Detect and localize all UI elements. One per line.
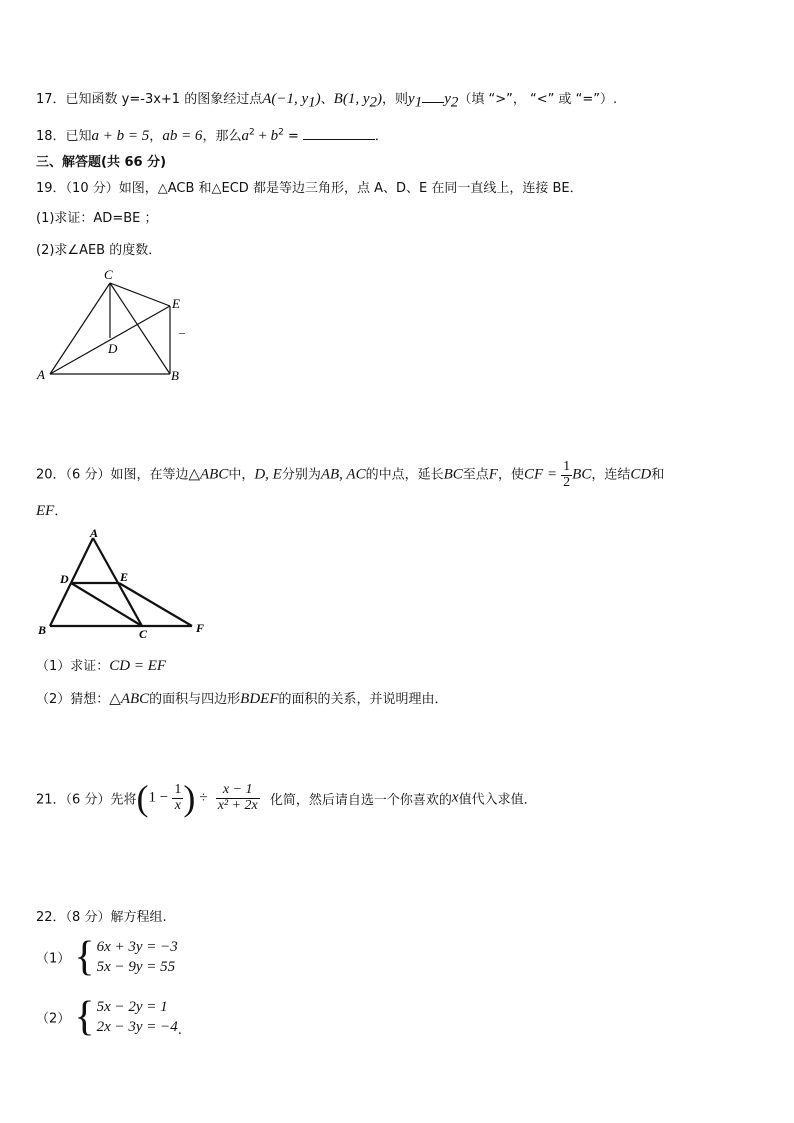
label-F: F (196, 621, 205, 635)
figure-19 (34, 266, 204, 386)
label-E: E (172, 296, 180, 311)
question-19-part2: (2)求∠AEB 的度数． (36, 243, 162, 258)
fraction-x-minus-1-over-x2-plus-2x: $\frac{x - 1}{\text{x² + 2x}}$ (217, 781, 258, 813)
fraction-one-half: $\frac{1}{2}$ (563, 459, 571, 490)
fraction-1-over-x: $\frac{1}{x}$ (174, 781, 182, 813)
question-19-part1: (1)求证：AD=BE ； (36, 211, 158, 226)
label-C: C (139, 627, 148, 641)
question-18: 18．已知a + b = 5，ab = 6，那么$a^2 + b^2$ = ． (36, 127, 388, 144)
figure-20 (34, 526, 214, 641)
question-20-stem: 20．（6 分）如图，在等边△ABC中，D, E分别为AB, AC的中点，延长BC至点F，使CF = $\frac{1}{2}$ BC，连结CD和 (36, 459, 665, 490)
question-20-part1: （1）求证：CD = EF (36, 658, 167, 674)
label-D: D (60, 572, 69, 586)
question-21: 21．（6 分）先将(1 − $\frac{1}{x}$ ) ÷ $\frac{x - 1}{\text{x² + 2x}}$ 化简，然后请自选一个你喜欢的x值代入求值． (36, 778, 537, 818)
question-20-stem-cont: EF． (36, 503, 68, 519)
label-E: E (120, 570, 129, 584)
label-D: D (108, 341, 118, 356)
question-22-part2: （2） { 5x − 2y = 1 2x − 3y = −4 . (36, 994, 182, 1040)
question-22-stem: 22．（8 分）解方程组. (36, 910, 167, 925)
question-19-stem: 19．（10 分）如图，△ACB 和△ECD 都是等边三角形，点 A、D、E 在同一直线上，连接 BE． (36, 181, 583, 196)
label-B: B (38, 623, 47, 637)
question-20-part2: （2）猜想：△ABC的面积与四边形BDEF的面积的关系，并说明理由． (36, 691, 448, 707)
question-17: 17．已知函数 y=-3x+1 的图象经过点A(−1, $y_1$)、B(1, $y_2$)，则$y_1$ $y_2$（填 “>”， “<” 或 “=”）. (36, 91, 618, 111)
label-C: C (104, 267, 113, 282)
answer-blank[interactable] (422, 102, 444, 103)
label-A: A (90, 526, 99, 540)
answer-blank[interactable] (303, 139, 375, 140)
label-B: B (171, 368, 179, 383)
question-22-part1: （1） { 6x + 3y = −3 5x − 9y = 55 (36, 934, 178, 980)
label-A: A (37, 367, 45, 382)
section-heading: 三、解答题(共 66 分) (36, 155, 167, 170)
figure-mark: – (179, 325, 185, 339)
